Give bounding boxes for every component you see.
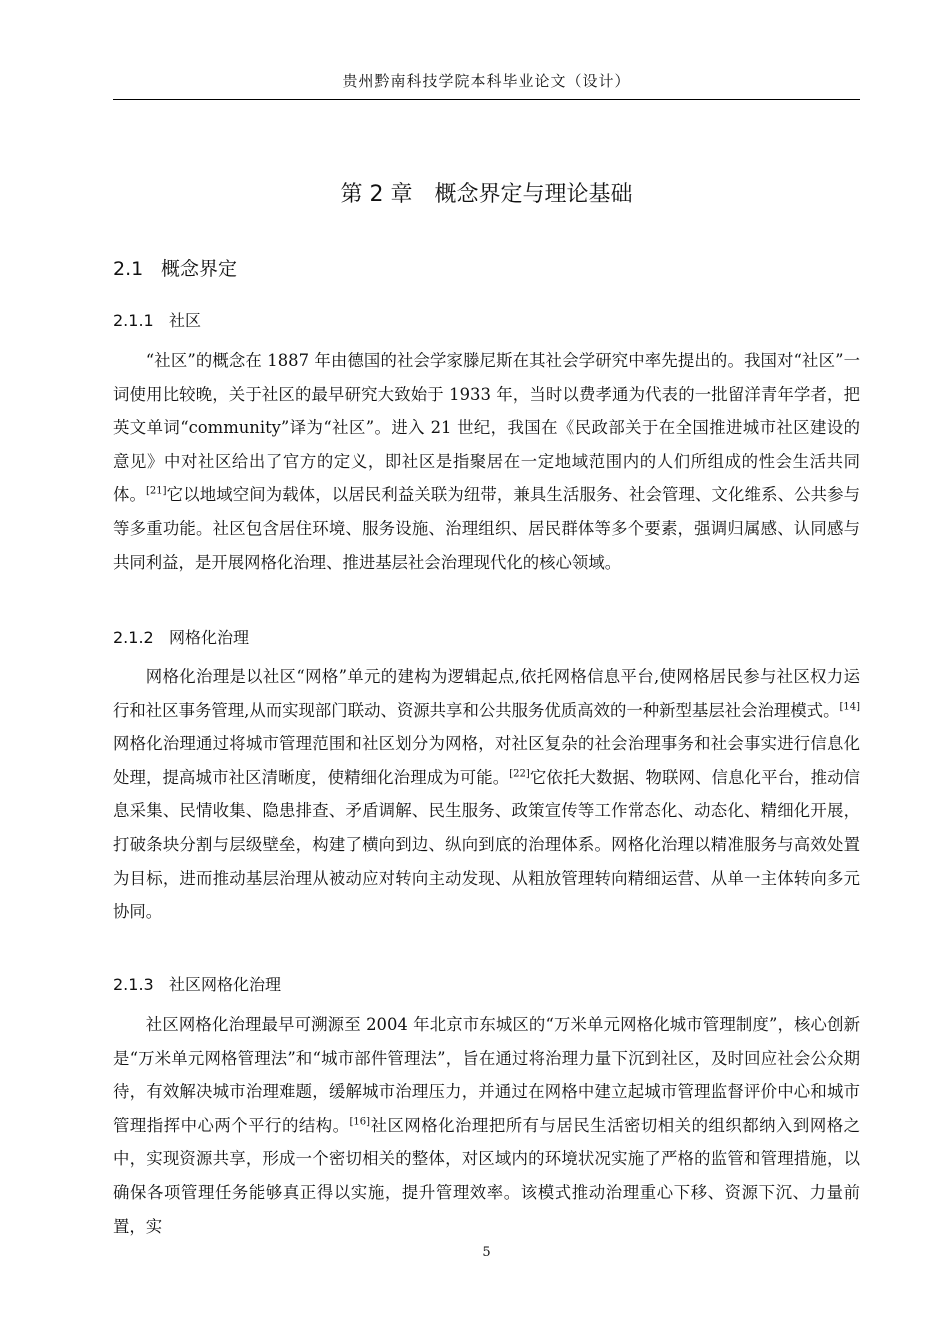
section-number: 2.1 xyxy=(113,258,144,280)
paragraph-text: 网格化治理是以社区“网格”单元的建构为逻辑起点,依托网格信息平台,使网格居民参与社区权力运行和社区事务管理,从而实现部门联动、资源共享和公共服务优质高效的一种新型基层社会治理模式。 xyxy=(113,667,860,720)
paragraph-text: 社区网格化治理把所有与居民生活密切相关的组织都纳入到网格之中，实现资源共享，形成一个密切相关的整体，对区域内的环境状况实施了严格的监管和管理措施，以确保各项管理任务能够真正得以实施，提升管理效率。该模式推动治理重心下移、资源下沉、力量前置，实 xyxy=(113,1115,861,1236)
chapter-title-text: 概念界定与理论基础 xyxy=(434,182,633,207)
paragraph-text: 社区网格化治理最早可溯源至 2004 年北京市东城区的“万米单元网格化城市管理制度”，核心创新是“万米单元网格管理法”和“城市部件管理法”，旨在通过将治理力量下沉到社区，及时回应社会公众期待，有效解决城市治理难题，缓解城市治理压力，并通过在网格中建立起城市管理监督评价中心和城市管理指挥中心两个平行的结构。 xyxy=(113,1015,860,1135)
page-number: 5 xyxy=(482,1245,491,1260)
chapter-title xyxy=(113,177,860,208)
running-header: 贵州黔南科技学院本科毕业论文（设计） xyxy=(342,72,631,90)
subsection-heading-2-1-3 xyxy=(113,972,281,995)
subsection-heading-2-1-1 xyxy=(113,308,201,331)
header-rule xyxy=(113,99,860,100)
chapter-number: 第 2 章 xyxy=(340,182,413,207)
subsection-number: 2.1.1 xyxy=(113,311,154,330)
subsection-number: 2.1.3 xyxy=(113,975,154,994)
subsection-title: 社区网格化治理 xyxy=(169,975,282,994)
paragraph-text: “社区”的概念在 1887 年由德国的社会学家滕尼斯在其社会学研究中率先提出的。我国对“社区”一词使用比较晚，关于社区的最早研究大致始于 1933 年，当时以费孝通为代表的一批留洋青年学者，把英文单词“community”译为“社区”。进入 21 世纪，我国在《民政部关于在全国推进城市社区建设的意见》中对社区给出了官方的定义，即社区是指聚居在一定地域范围内的人们所组成的性会生活共同体。 xyxy=(113,351,860,505)
section-title: 概念界定 xyxy=(161,258,238,280)
citation: [14] xyxy=(839,701,860,713)
subsection-number: 2.1.2 xyxy=(113,628,154,647)
paragraph-community-grid-governance xyxy=(113,1008,860,1243)
paragraph-text: 它以地域空间为载体，以居民利益关联为纽带，兼具生活服务、社会管理、文化维系、公共参与等多重功能。社区包含居住环境、服务设施、治理组织、居民群体等多个要素，强调归属感、认同感与共同利益，是开展网格化治理、推进基层社会治理现代化的核心领域。 xyxy=(113,485,861,572)
citation: [16] xyxy=(349,1116,371,1128)
paragraph-text: 它依托大数据、物联网、信息化平台，推动信息采集、民情收集、隐患排查、矛盾调解、民生服务、政策宣传等工作常态化、动态化、精细化开展，打破条块分割与层级壁垒，构建了横向到边、纵向到底的治理体系。网格化治理以精准服务与高效处置为目标，进而推动基层治理从被动应对转向主动发现、从粗放管理转向精细运营、从单一主体转向多元协同。 xyxy=(113,767,861,922)
citation: [22] xyxy=(509,768,530,780)
paragraph-community xyxy=(113,344,860,579)
paragraph-text: 网格化治理通过将城市管理范围和社区划分为网格，对社区复杂的社会治理事务和社会事实进行信息化处理，提高城市社区清晰度，使精细化治理成为可能。 xyxy=(113,734,860,787)
section-heading-2-1 xyxy=(113,254,237,281)
citation: [21] xyxy=(146,485,167,497)
subsection-title: 网格化治理 xyxy=(169,628,250,647)
subsection-title: 社区 xyxy=(169,311,202,330)
subsection-heading-2-1-2 xyxy=(113,625,249,648)
paragraph-grid-governance xyxy=(113,660,860,929)
